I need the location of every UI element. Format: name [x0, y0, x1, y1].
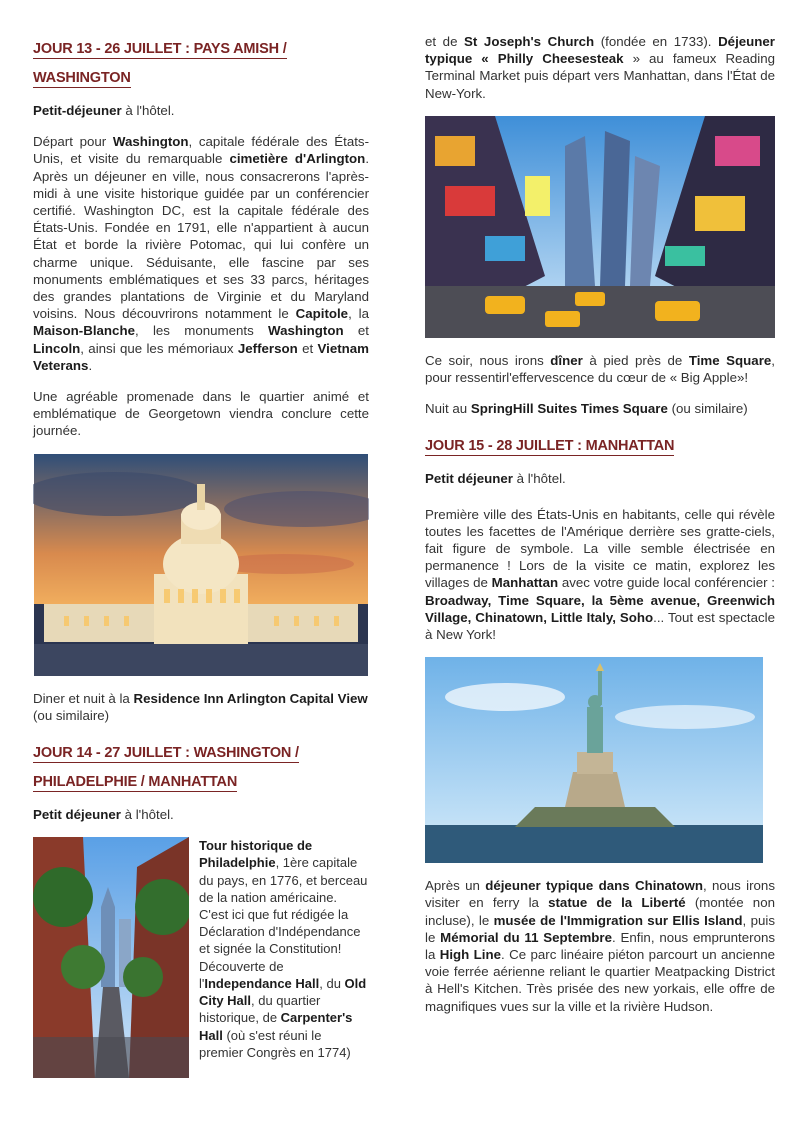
left-column: [33, 34, 369, 1084]
bold-text: déjeuner typique dans Chinatown: [485, 878, 703, 894]
bold-text: Washington: [268, 323, 344, 339]
day13-paragraph-1: Départ pour Washington, capitale fédérale des États-Unis, et visite du remarquable cimetière d'Arlington. Après un déjeuner en ville, nous consacrerons l'après-midi à une visite historique guidée par un conférencier certifié. Washington DC, est la capitale fédérale des États-Unis. Fondée en 1791, elle n'appartient à aucun État et borde la rivière Potomac, qui lui confère un charme unique. Séduisante, elle fascine par ses monuments emblématiques et ses 33 parcs, héritages des grandes plantations de Virginie et du Maryland voisins. Nous découvrirons notamment le Capitole, la Maison-Blanche, les monuments Washington et Lincoln, ainsi que les mémoriaux Jefferson et Vietnam Veterans.: [33, 134, 370, 373]
bold-text: Vietnam Veterans: [33, 340, 369, 373]
day15-paragraph-1: Première ville des États-Unis en habitants, celle qui révèle toutes les facettes de l'Amérique derrière ses gratte-ciels, fait figure de symbole. La ville semble électrisée en permanence ! Lors de la visite ce matin, explorez les villages de Manhattan avec votre guide local conférencier : Broadway, Time Square, la 5ème avenue, Greenwich Village, Chinatown, Little Italy, Soho... Tout est spectacle à New York!: [425, 506, 775, 643]
bold-text: Time Square: [688, 352, 772, 368]
bold-text: Mémorial du 11 Septembre: [440, 929, 613, 945]
day14-title: JOUR 14 - 27 JUILLET : WASHINGTON / PHILADELPHIE / MANHATTAN: [33, 745, 299, 791]
day14-heading-wrap: [33, 738, 369, 796]
bold-text: Broadway, Time Square, la 5ème avenue, Greenwich Village, Chinatown, Little Italy, Soho: [425, 592, 775, 625]
bold-text: dîner: [550, 352, 583, 368]
capitol-photo: [33, 454, 369, 676]
bold-text: Carpenter's Hall: [199, 1010, 353, 1043]
bold-text: Old City Hall: [199, 975, 367, 1009]
day14-evening: Ce soir, nous irons dîner à pied près de Time Square, pour ressentirl'effervescence du cœur de « Big Apple»!: [425, 352, 775, 386]
times-square-photo: [425, 116, 775, 338]
day15-breakfast: Petit déjeuner à l'hôtel.: [425, 471, 566, 487]
day14-tour: Tour historique de Philadelphie, 1ère capitale du pays, en 1776, et berceau de la nation américaine. C'est ici que fut rédigée la Déclaration d'Indépendance et signée la Constitution! Découverte de l'Independance Hall, du Old City Hall, du quartier historique, de Carpenter's Hall (où s'est réuni le premier Congrès en 1774): [199, 838, 368, 1060]
bold-text: musée de l'Immigration sur Ellis Island: [493, 912, 743, 928]
bold-text: Maison-Blanche: [33, 323, 135, 339]
bold-text: Capitole: [295, 306, 349, 322]
day13-paragraph-2: Une agréable promenade dans le quartier animé et emblématique de Georgetown viendra conclure cette journée.: [33, 389, 369, 439]
day15-paragraph-2: Après un déjeuner typique dans Chinatown, nous irons visiter en ferry la statue de la Liberté (montée non incluse), le musée de l'Immigration sur Ellis Island, puis le Mémorial du 11 Septembre. Enfin, nous emprunterons la High Line. Ce parc linéaire piéton parcourt un ancienne voie ferrée aérienne reliant le quartier Meatpacking District à Hell's Kitchen. Très prisée des new yorkais, elle offre de magnifiques vues sur la ville et la rivière Hudson.: [425, 878, 776, 1014]
bold-text: Manhattan: [491, 575, 559, 591]
bold-text: statue de la Liberté: [548, 895, 686, 911]
day13-heading-wrap: [33, 34, 369, 92]
right-column: [425, 34, 775, 1029]
philadelphia-street-photo: [33, 837, 189, 1078]
day14-continuation: et de St Joseph's Church (fondée en 1733). Déjeuner typique « Philly Cheesesteak » au fameux Reading Terminal Market puis départ vers Manhattan, dans l'État de New-York.: [425, 34, 775, 101]
bold-text: Residence Inn Arlington Capital View: [133, 690, 368, 706]
day14-breakfast: Petit déjeuner à l'hôtel.: [33, 807, 174, 823]
day15-title: JOUR 15 - 28 JUILLET : MANHATTAN: [425, 438, 675, 455]
day13-breakfast: Petit-déjeuner à l'hôtel.: [33, 103, 175, 118]
bold-text: Independance Hall: [204, 975, 320, 991]
bold-text: St Joseph's Church: [464, 34, 595, 49]
bold-text: Jefferson: [237, 340, 298, 356]
bold-text: Lincoln: [33, 340, 81, 356]
day14-night: Nuit au SpringHill Suites Times Square (ou similaire): [425, 401, 748, 417]
day13-title: JOUR 13 - 26 JUILLET : PAYS AMISH / WASHINGTON: [33, 41, 287, 86]
bold-text: SpringHill Suites Times Square: [470, 401, 668, 417]
bold-text: Washington: [112, 134, 189, 150]
statue-of-liberty-photo: [425, 657, 763, 863]
bold-text: Déjeuner typique « Philly Cheesesteak: [425, 34, 775, 67]
bold-text: Tour historique de Philadelphie: [199, 838, 313, 871]
philadelphia-block: [33, 837, 369, 1061]
day13-night: Diner et nuit à la Residence Inn Arlington Capital View (ou similaire): [33, 690, 368, 723]
bold-text: High Line: [439, 947, 502, 963]
bold-text: cimetière d'Arlington: [229, 151, 366, 167]
day15-heading-wrap: [425, 431, 775, 460]
